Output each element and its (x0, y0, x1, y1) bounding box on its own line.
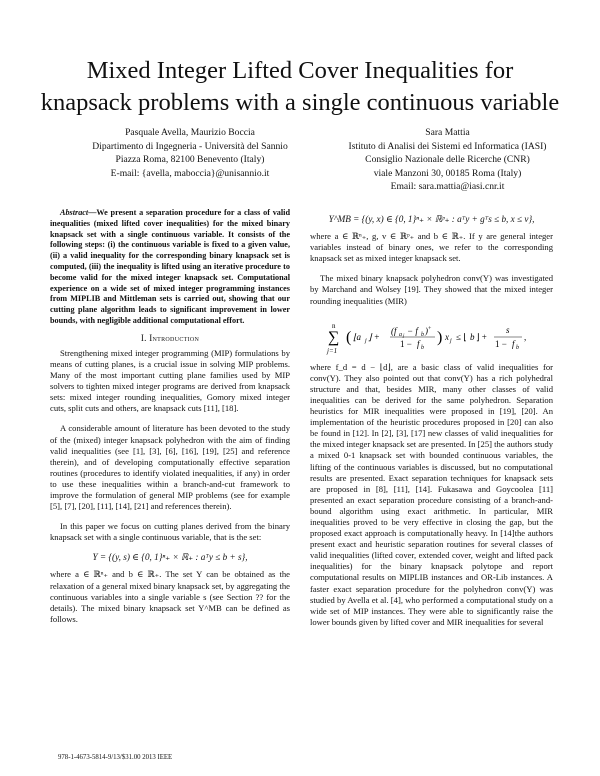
svg-text:∑: ∑ (328, 328, 340, 346)
svg-text:b: b (516, 344, 519, 351)
paragraph: The mixed binary knapsack polyhedron conv(Y) was investigated by Marchand and Wolsey [19]. They showed that the mixed integer rounding inequalities (MIR) (310, 273, 553, 306)
paper-title (20, 55, 580, 119)
svg-text:(f: (f (391, 325, 397, 336)
svg-text:1 −: 1 − (495, 338, 507, 349)
svg-text:b: b (470, 331, 475, 342)
paragraph: where a ∈ ℝⁿ₊ and b ∈ ℝ₊. The set Y can be obtained as the relaxation of a general mixed binary knapsack set, by aggregating the continuous variables into a single variable s (see Section ?? for the details). The mixed binary knapsack set Y^MB can be defined as follows. (50, 569, 290, 624)
author-department: Dipartimento di Ingegneria - Università del Sannio (92, 140, 288, 152)
author-block-1 (65, 126, 315, 180)
svg-text:): ) (437, 328, 443, 346)
svg-text:⌊a: ⌊a (353, 331, 362, 342)
svg-text:,: , (524, 331, 527, 342)
left-column (50, 208, 290, 634)
author-address: Piazza Roma, 82100 Benevento (Italy) (115, 154, 265, 165)
svg-text:f: f (512, 338, 515, 349)
section-heading-introduction: I. Introduction (140, 332, 200, 343)
abstract-text: —We present a separation procedure for a class of valid inequalities (mixed lifted cover inequalities) for the mixed binary knapsack set with a single continuous variable. It consists of the following steps: (i) the continuous variable is fixed to a given value, (ii) a valid inequality for the corresponding binary knapsack set is computed, (iii) the inequality is lifted using an iterative procedure to become valid for the mixed integer knapsack set. Computational experience on a wide set of mixed integer programming instances from MIPLIB and Mittleman sets is carried out, showing that our cutting plane algorithm leads to significant improvement in lower bounds, with negligible additional computational effort. (50, 208, 290, 325)
title-line-1: Mixed Integer Lifted Cover Inequalities for (86, 57, 514, 84)
title-line-2: knapsack problems with a single continuous variable (40, 89, 560, 116)
svg-text:x: x (445, 331, 449, 342)
svg-text:j=1: j=1 (327, 346, 338, 355)
svg-text:n: n (332, 321, 336, 330)
svg-text:): ) (425, 325, 428, 336)
paragraph: where a ∈ ℝⁿ₊, g, v ∈ ℝᵖ₊ and b ∈ ℝ₊. If y are general integer variables instead of binary ones, we refer to the corresponding knapsack set as mixed integer knapsack set. (310, 231, 553, 264)
right-column (310, 208, 553, 637)
paragraph: where f_d = d − ⌊d⌋, are a basic class of valid inequalities for conv(Y). They also pointed out that conv(Y) has a rich polyhedral structure and that, besides MIR, many other classes of valid inequalities can be derived for the same polyhedron. Separation heuristics for MIR inequalities were proposed in [19], [20]. An implementation of the heuristic procedures proposed in [20] can also be found in [12]. In [2], [3], [17] new classes of valid inequalities for the mixed integer knapsack set are presented. In [25] the authors study a mixed 0-1 knapsack set with bounded continuous variables, the lifting of the continuous variables is discussed, but no computational results are presented. Exact separation techniques for knapsack sets are proposed in [8], [11], [14]. Fukasawa and Goycoolea [11] presented an exact separation procedure consisting of a branch-and-bound algorithm using exact arithmetic. In particular, MIR inequalities proved to be very effective in closing the gap, but the proposed exact approach is computationally heavy. In [14]the authors present exact and heuristic separation routines for several classes of valid inequalities (lifted cover, extended cover, weight and lifted pack inequalities) for the binary knapsack polytope and report computational results on MIPLIB instances and OR-Lib instances. A faster exact separation procedure for the polyhedron conv(Y) was studied by Avella et al. [4], who performed a computational study on a wide set of MIP instances. They were able to significantly raise the lower bounds given by lifted cover and MIR inequalities for several (310, 361, 553, 627)
author-block-2 (320, 126, 575, 194)
author-email: E-mail: {avella, maboccia}@unisannio.it (110, 167, 270, 179)
author-names: Sara Mattia (425, 127, 470, 138)
author-email: Email: sara.mattia@iasi.cnr.it (390, 181, 505, 192)
svg-text:f: f (417, 338, 420, 349)
author-address: viale Manzoni 30, 00185 Roma (Italy) (373, 167, 522, 179)
author-institution: Consiglio Nazionale delle Ricerche (CNR) (365, 154, 530, 165)
svg-text:j: j (403, 333, 405, 339)
author-names: Pasquale Avella, Maurizio Boccia (125, 127, 255, 138)
svg-text:j: j (450, 337, 452, 344)
svg-text:b: b (421, 344, 424, 351)
equation-mir (310, 316, 553, 356)
svg-text:≤ ⌊: ≤ ⌊ (456, 331, 467, 342)
equation-Y: Y = {(y, s) ∈ {0, 1}ⁿ₊ × ℝ₊ : aᵀy ≤ b + s}, (92, 552, 248, 563)
author-department: Istituto di Analisi dei Sistemi ed Informatica (IASI) (348, 140, 547, 152)
svg-text:+: + (428, 325, 432, 332)
svg-text:(: ( (346, 328, 352, 346)
svg-text:a: a (399, 331, 402, 338)
svg-text:⌋ +: ⌋ + (476, 331, 487, 342)
paragraph: A considerable amount of literature has been devoted to the study of the (mixed) integer knapsack polyhedron with the aim of finding valid inequalities (see [1], [3], [6], [16], [19], [25] and reference therein), and of developing computationally effective separation routines (procedures to identify violated inequalities, if any) in order to use these inequalities within a branch-and-cut framework to improve the formulation of general MIP problems (see for example [5], [7], [20], [11], [14], [21] and references therein). (50, 423, 290, 512)
svg-text:j: j (365, 337, 367, 344)
abstract-label: Abstract (60, 208, 89, 217)
svg-text:b: b (421, 331, 424, 338)
svg-text:⌋ +: ⌋ + (368, 331, 380, 342)
svg-text:− f: − f (407, 325, 418, 336)
abstract (50, 208, 290, 327)
svg-text:s: s (506, 324, 510, 335)
svg-text:1 −: 1 − (400, 338, 412, 349)
paragraph: In this paper we focus on cutting planes derived from the binary knapsack set with a single continuous variable, that is the set: (50, 521, 290, 543)
paragraph: Strengthening mixed integer programming (MIP) formulations by means of cutting planes, is a crucial issue in solving MIP problems. Many of the most important cutting plane families used by MIP solvers to tighten mixed integer programs are derived from knapsack sets: mixed integer rounding inequalities, Gomory mixed integer cuts, split cuts and others, are knapsack cuts [11], [18]. (50, 347, 290, 414)
equation-YMB: Y^MB = {(y, x) ∈ {0, 1}ⁿ₊ × ℝᵖ₊ : aᵀy + gᵀs ≤ b, x ≤ v}, (328, 214, 535, 224)
copyright-footer: 978-1-4673-5814-9/13/$31.00 2013 IEEE (58, 754, 173, 761)
